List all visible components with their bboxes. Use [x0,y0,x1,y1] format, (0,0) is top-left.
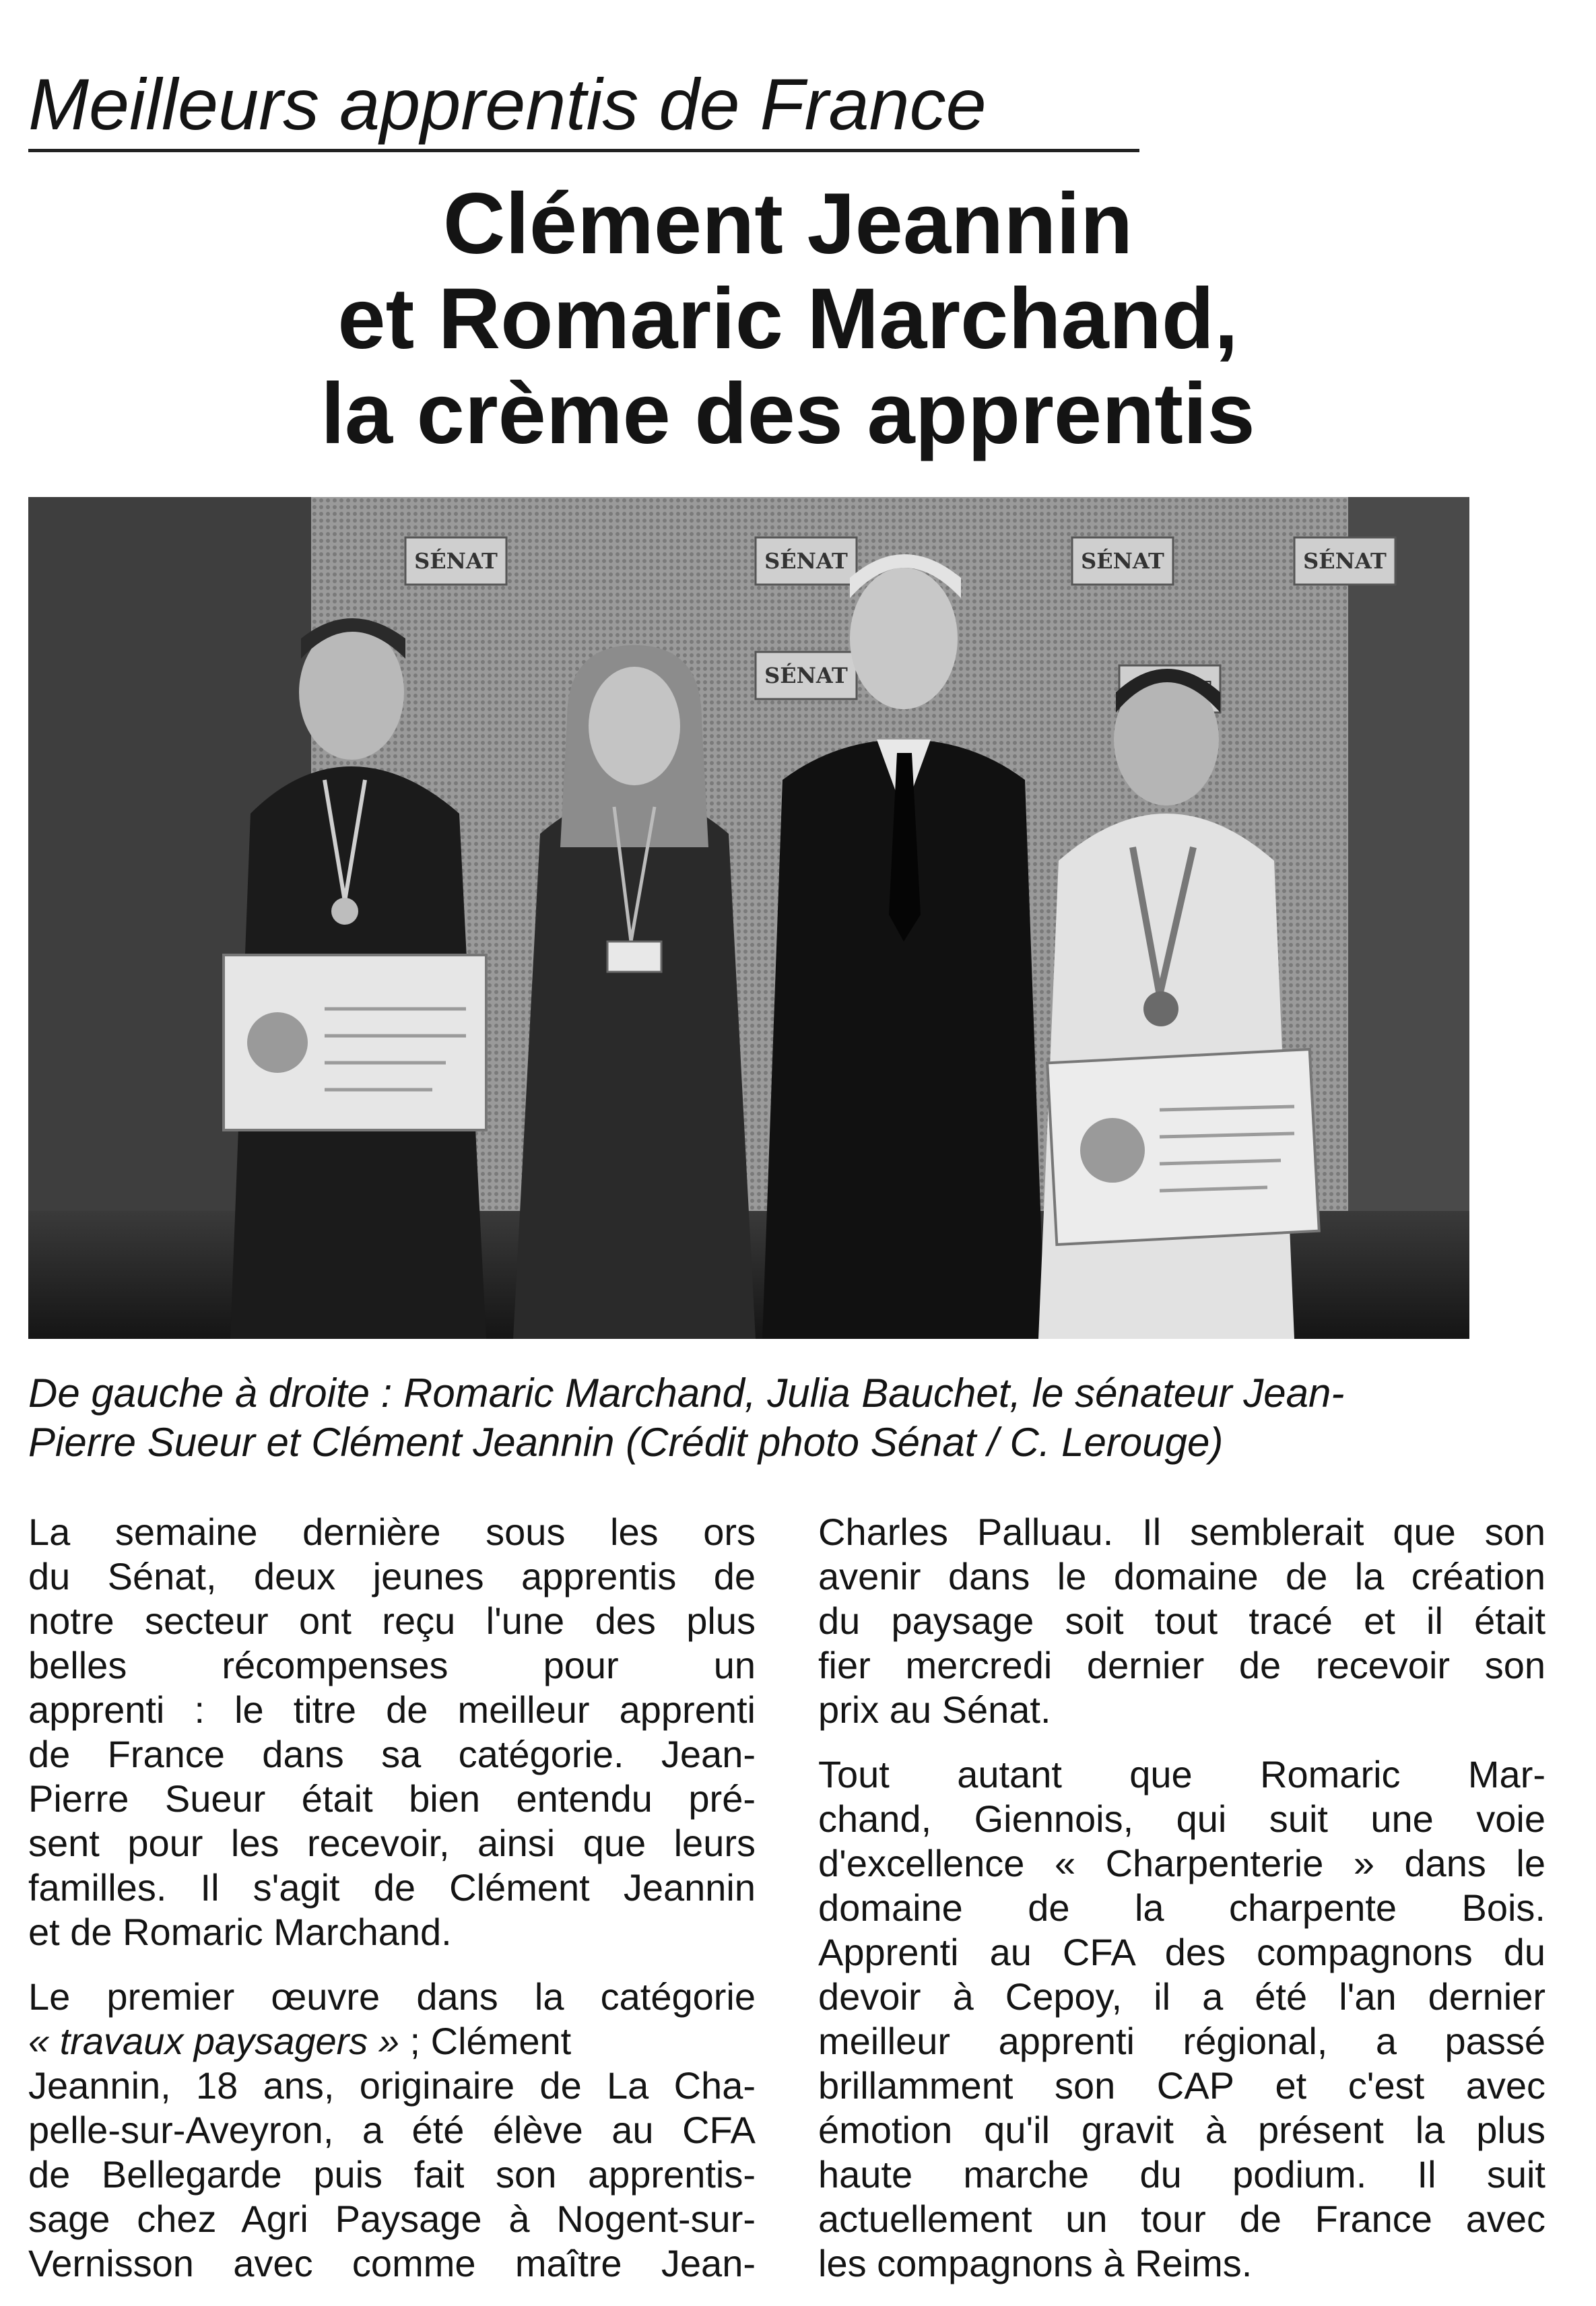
section-kicker: Meilleurs apprentis de France [28,65,1139,152]
headline-line-3: la crème des apprentis [321,366,1255,462]
backdrop-logo-6: SÉNAT [1303,548,1387,574]
text-line: notre secteur ont reçu l'une des plus [28,1600,756,1642]
text-line: apprenti : le titre de meilleur apprenti [28,1688,756,1731]
text-line: du paysage soit tout tracé et il était [818,1600,1545,1642]
caption-line-1: De gauche à droite : Romaric Marchand, Julia Bauchet, le sénateur Jean- [28,1371,1345,1416]
headline [81,176,1495,461]
text-line: Pierre Sueur était bien entendu pré- [28,1777,756,1820]
text-line: de Bellegarde puis fait son apprentis- [28,2153,756,2196]
headline-line-2: et Romaric Marchand, [337,271,1238,367]
text-line: sage chez Agri Paysage à Nogent-sur- [28,2198,756,2240]
text-line: chand, Giennois, qui suit une voie [818,1798,1545,1840]
text-line: de France dans sa catégorie. Jean- [28,1733,756,1775]
paragraph-4 [818,1752,1545,2286]
text-line: avenir dans le domaine de la création [818,1555,1545,1597]
text-line: pelle-sur-Aveyron, a été élève au CFA [28,2109,756,2151]
text-line: domaine de la charpente Bois. [818,1886,1545,1929]
text-line: La semaine dernière sous les ors [28,1511,756,1553]
photo-caption [28,1369,1530,1467]
text-line: émotion qu'il gravit à présent la plus [818,2109,1545,2151]
text-line: les compagnons à Reims. [818,2242,1253,2284]
headline-line-1: Clément Jeannin [442,176,1133,272]
text-line: Tout autant que Romaric Mar- [818,1753,1545,1796]
caption-line-2: Pierre Sueur et Clément Jeannin (Crédit photo Sénat / C. Lerouge) [28,1420,1224,1465]
text-fragment: ; Clément [399,2020,572,2062]
text-line: et de Romaric Marchand. [28,1911,452,1953]
backdrop-logo-2: SÉNAT [764,548,848,574]
backdrop-logo-4: SÉNAT [764,663,848,688]
category-quote: « travaux paysagers » [28,2020,399,2062]
text-line: Jeannin, 18 ans, originaire de La Cha- [28,2064,756,2107]
text-line: familles. Il s'agit de Clément Jeannin [28,1866,756,1909]
text-line: Apprenti au CFA des compagnons du [818,1931,1545,1973]
text-line: devoir à Cepoy, il a été l'an dernier [818,1975,1545,2018]
article-column-left [28,1510,756,2306]
text-line: haute marche du podium. Il suit [818,2153,1545,2196]
paragraph-1 [28,1510,756,1954]
text-line: actuellement un tour de France avec [818,2198,1545,2240]
text-line: d'excellence « Charpenterie » dans le [818,1842,1545,1884]
text-line-with-quote [28,2019,756,2064]
backdrop-logo-1: SÉNAT [414,548,498,574]
award-ceremony-photo [28,497,1469,1339]
text-line: Vernisson avec comme maître Jean- [28,2242,756,2284]
text-line: meilleur apprenti régional, a passé [818,2020,1545,2062]
text-line: Le premier œuvre dans la catégorie [28,1975,756,2018]
text-line: prix au Sénat. [818,1688,1051,1731]
article-column-right [818,1510,1545,2306]
text-line: fier mercredi dernier de recevoir son [818,1644,1545,1686]
text-line: belles récompenses pour un [28,1644,756,1686]
backdrop-logo-3: SÉNAT [1081,548,1164,574]
text-line: du Sénat, deux jeunes apprentis de [28,1555,756,1597]
paragraph-2 [28,1975,756,2286]
text-line: sent pour les recevoir, ainsi que leurs [28,1822,756,1864]
paragraph-3 [818,1510,1545,1732]
text-line: Charles Palluau. Il semblerait que son [818,1511,1545,1553]
text-line: brillamment son CAP et c'est avec [818,2064,1545,2107]
